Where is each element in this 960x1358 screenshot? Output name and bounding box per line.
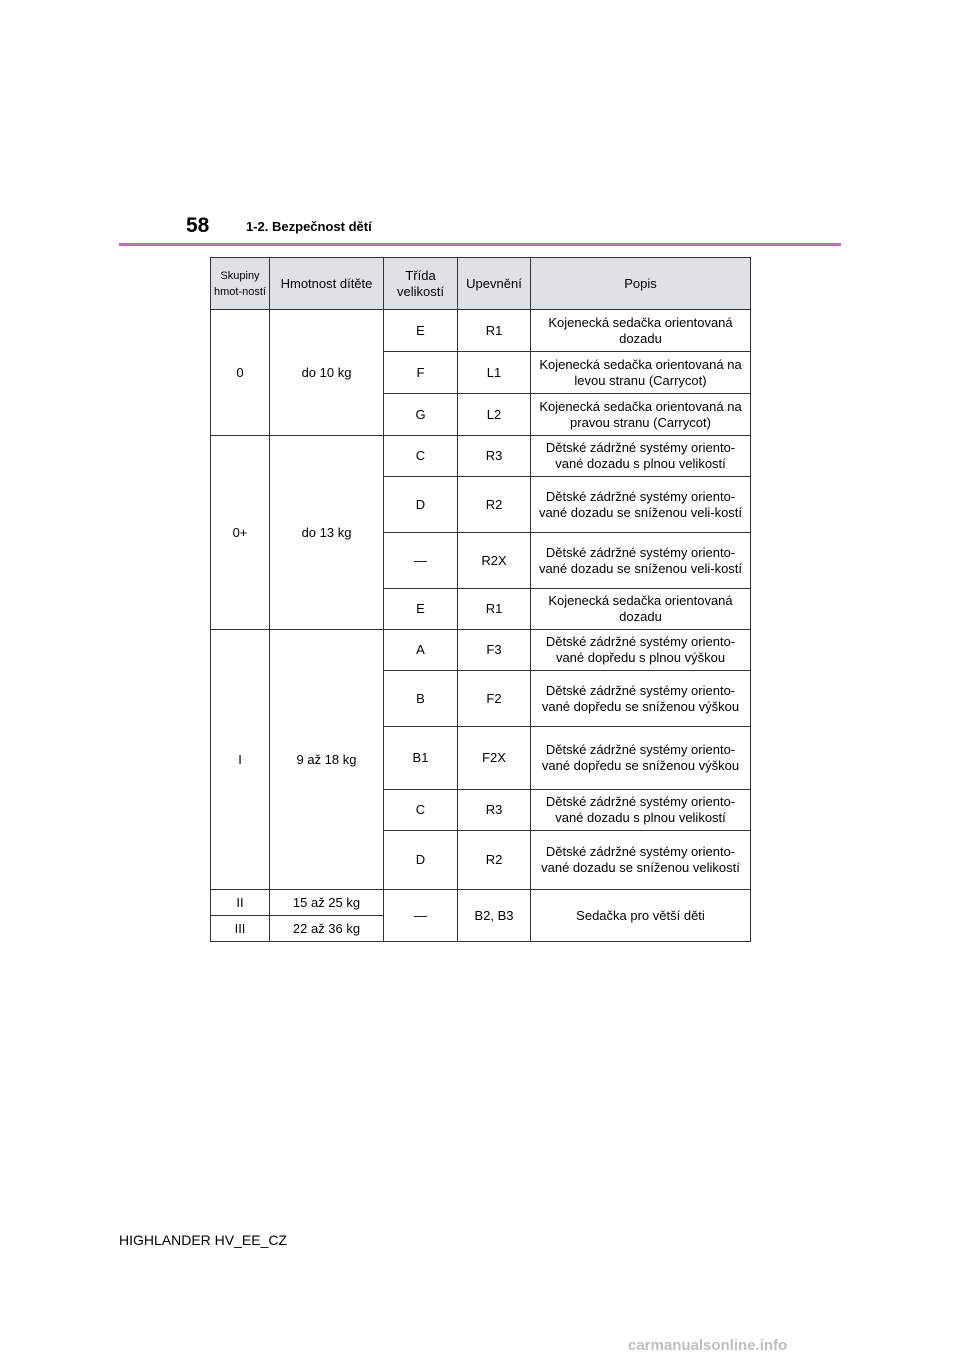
group-cell: 0+ (211, 436, 270, 630)
description-cell: Dětské zádržné systémy oriento-vané dopředu se sníženou výškou (531, 671, 751, 727)
size-class-cell: — (384, 890, 458, 942)
weight-cell: 22 až 36 kg (270, 916, 384, 942)
description-cell: Sedačka pro větší děti (531, 890, 751, 942)
description-cell: Kojenecká sedačka orientovaná na levou stranu (Carrycot) (531, 352, 751, 394)
group-cell: 0 (211, 310, 270, 436)
header-fixture: Upevnění (458, 258, 531, 310)
model-code: HIGHLANDER HV_EE_CZ (119, 1232, 288, 1248)
weight-cell: 15 až 25 kg (270, 890, 384, 916)
fixture-cell: L2 (458, 394, 531, 436)
description-cell: Dětské zádržné systémy oriento-vané dozadu se sníženou veli-kostí (531, 477, 751, 533)
description-cell: Dětské zádržné systémy oriento-vané dopředu se sníženou výškou (531, 727, 751, 790)
child-seat-table (210, 257, 751, 942)
description-cell: Kojenecká sedačka orientovaná dozadu (531, 310, 751, 352)
page-number: 58 (186, 214, 210, 237)
description-cell: Kojenecká sedačka orientovaná dozadu (531, 589, 751, 630)
description-cell: Dětské zádržné systémy oriento-vané dozadu s plnou velikostí (531, 790, 751, 831)
fixture-cell: R1 (458, 310, 531, 352)
size-class-cell: B (384, 671, 458, 727)
table-header-row (211, 258, 751, 310)
table-row (211, 310, 751, 352)
header-group: Skupiny hmot-ností (211, 258, 270, 310)
size-class-cell: B1 (384, 727, 458, 790)
table-row (211, 630, 751, 671)
size-class-cell: E (384, 589, 458, 630)
fixture-cell: B2, B3 (458, 890, 531, 942)
group-cell: I (211, 630, 270, 890)
weight-cell: do 13 kg (270, 436, 384, 630)
table-row (211, 890, 751, 916)
fixture-cell: R1 (458, 589, 531, 630)
description-cell: Dětské zádržné systémy oriento-vané dozadu se sníženou veli-kostí (531, 533, 751, 589)
weight-cell: 9 až 18 kg (270, 630, 384, 890)
group-cell: II (211, 890, 270, 916)
fixture-cell: R3 (458, 790, 531, 831)
section-title: 1-2. Bezpečnost dětí (246, 219, 372, 234)
fixture-cell: F2X (458, 727, 531, 790)
header-description: Popis (531, 258, 751, 310)
weight-cell: do 10 kg (270, 310, 384, 436)
fixture-cell: L1 (458, 352, 531, 394)
description-cell: Dětské zádržné systémy oriento-vané dopředu s plnou výškou (531, 630, 751, 671)
description-cell: Dětské zádržné systémy oriento-vané dozadu se sníženou velikostí (531, 831, 751, 890)
description-cell: Dětské zádržné systémy oriento-vané dozadu s plnou velikostí (531, 436, 751, 477)
table-row (211, 436, 751, 477)
description-cell: Kojenecká sedačka orientovaná na pravou stranu (Carrycot) (531, 394, 751, 436)
size-class-cell: G (384, 394, 458, 436)
size-class-cell: A (384, 630, 458, 671)
fixture-cell: R3 (458, 436, 531, 477)
header-divider (119, 243, 841, 246)
size-class-cell: C (384, 790, 458, 831)
size-class-cell: C (384, 436, 458, 477)
size-class-cell: D (384, 477, 458, 533)
table-body (211, 310, 751, 942)
size-class-cell: D (384, 831, 458, 890)
group-cell: III (211, 916, 270, 942)
fixture-cell: R2 (458, 831, 531, 890)
fixture-cell: R2X (458, 533, 531, 589)
size-class-cell: F (384, 352, 458, 394)
fixture-cell: R2 (458, 477, 531, 533)
size-class-cell: E (384, 310, 458, 352)
size-class-cell: — (384, 533, 458, 589)
fixture-cell: F2 (458, 671, 531, 727)
fixture-cell: F3 (458, 630, 531, 671)
watermark: carmanualsonline.info (628, 1337, 788, 1354)
header-size-class: Třída velikostí (384, 258, 458, 310)
header-weight: Hmotnost dítěte (270, 258, 384, 310)
